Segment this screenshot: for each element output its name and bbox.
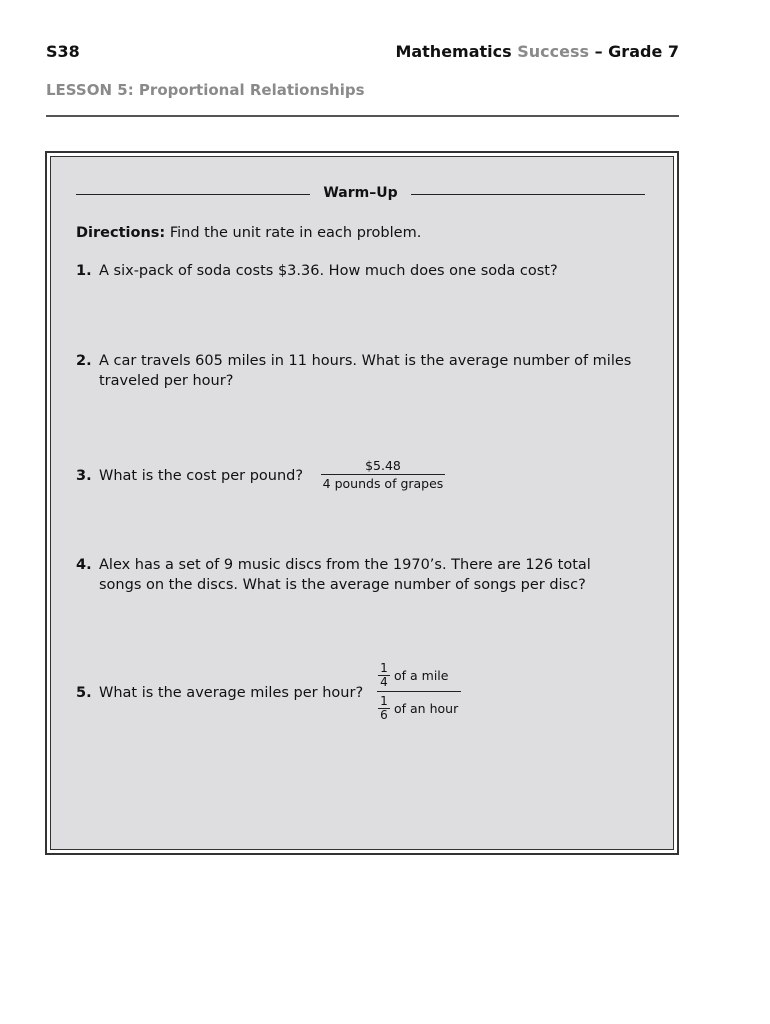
- problem-5-text: What is the average miles per hour?: [99, 685, 364, 701]
- directions: [76, 223, 421, 243]
- problem-5-main-bar: [377, 691, 461, 692]
- problem-2-line2: traveled per hour?: [99, 373, 234, 389]
- problem-5-top-fraction: [378, 662, 390, 689]
- warmup-title: Warm–Up: [323, 185, 398, 201]
- problem-3-frac-bottom: 4 pounds of grapes: [322, 476, 444, 491]
- directions-text: Find the unit rate in each problem.: [169, 225, 422, 241]
- problem-1-number: 1.: [76, 263, 92, 279]
- warmup-box-inner: [50, 156, 674, 850]
- directions-label: Directions:: [76, 225, 166, 241]
- problem-5-bottom-fraction: [378, 695, 390, 722]
- page-id: S38: [46, 42, 80, 61]
- warmup-box: [45, 151, 679, 855]
- book-title-main: Mathematics: [395, 42, 512, 61]
- problem-3-text: What is the cost per pound?: [99, 468, 304, 484]
- problem-3-frac-top: $5.48: [365, 458, 401, 473]
- warmup-rule-right: [411, 194, 645, 195]
- problem-4-line2: songs on the discs. What is the average number of songs per disc?: [99, 577, 586, 593]
- problem-5-top-numerator: 1: [380, 661, 388, 675]
- problem-5-bottom-numerator: 1: [380, 694, 388, 708]
- problem-2-line1: A car travels 605 miles in 11 hours. What is the average number of miles: [99, 353, 632, 369]
- warmup-rule-left: [76, 194, 310, 195]
- problem-5-number: 5.: [76, 685, 92, 701]
- problem-2-number: 2.: [76, 353, 92, 369]
- problem-3-number: 3.: [76, 468, 92, 484]
- problem-5-bottom-denominator: 6: [378, 708, 390, 722]
- problem-3-fraction: [321, 458, 445, 491]
- problem-5-top-denominator: 4: [378, 675, 390, 689]
- problem-3-frac-bar: [321, 474, 445, 475]
- problem-4-line1: Alex has a set of 9 music discs from the 1970’s. There are 126 total: [99, 557, 591, 573]
- problem-1-text: A six-pack of soda costs $3.36. How much does one soda cost?: [99, 263, 558, 279]
- book-title-success: Success: [517, 42, 590, 61]
- header-divider: [46, 115, 679, 117]
- problem-5-bottom-unit: of an hour: [394, 701, 459, 716]
- book-title-grade: – Grade 7: [594, 42, 679, 61]
- problem-5-top-unit: of a mile: [394, 668, 449, 683]
- lesson-title: LESSON 5: Proportional Relationships: [46, 81, 365, 99]
- problem-4-number: 4.: [76, 557, 92, 573]
- book-title: [395, 42, 679, 61]
